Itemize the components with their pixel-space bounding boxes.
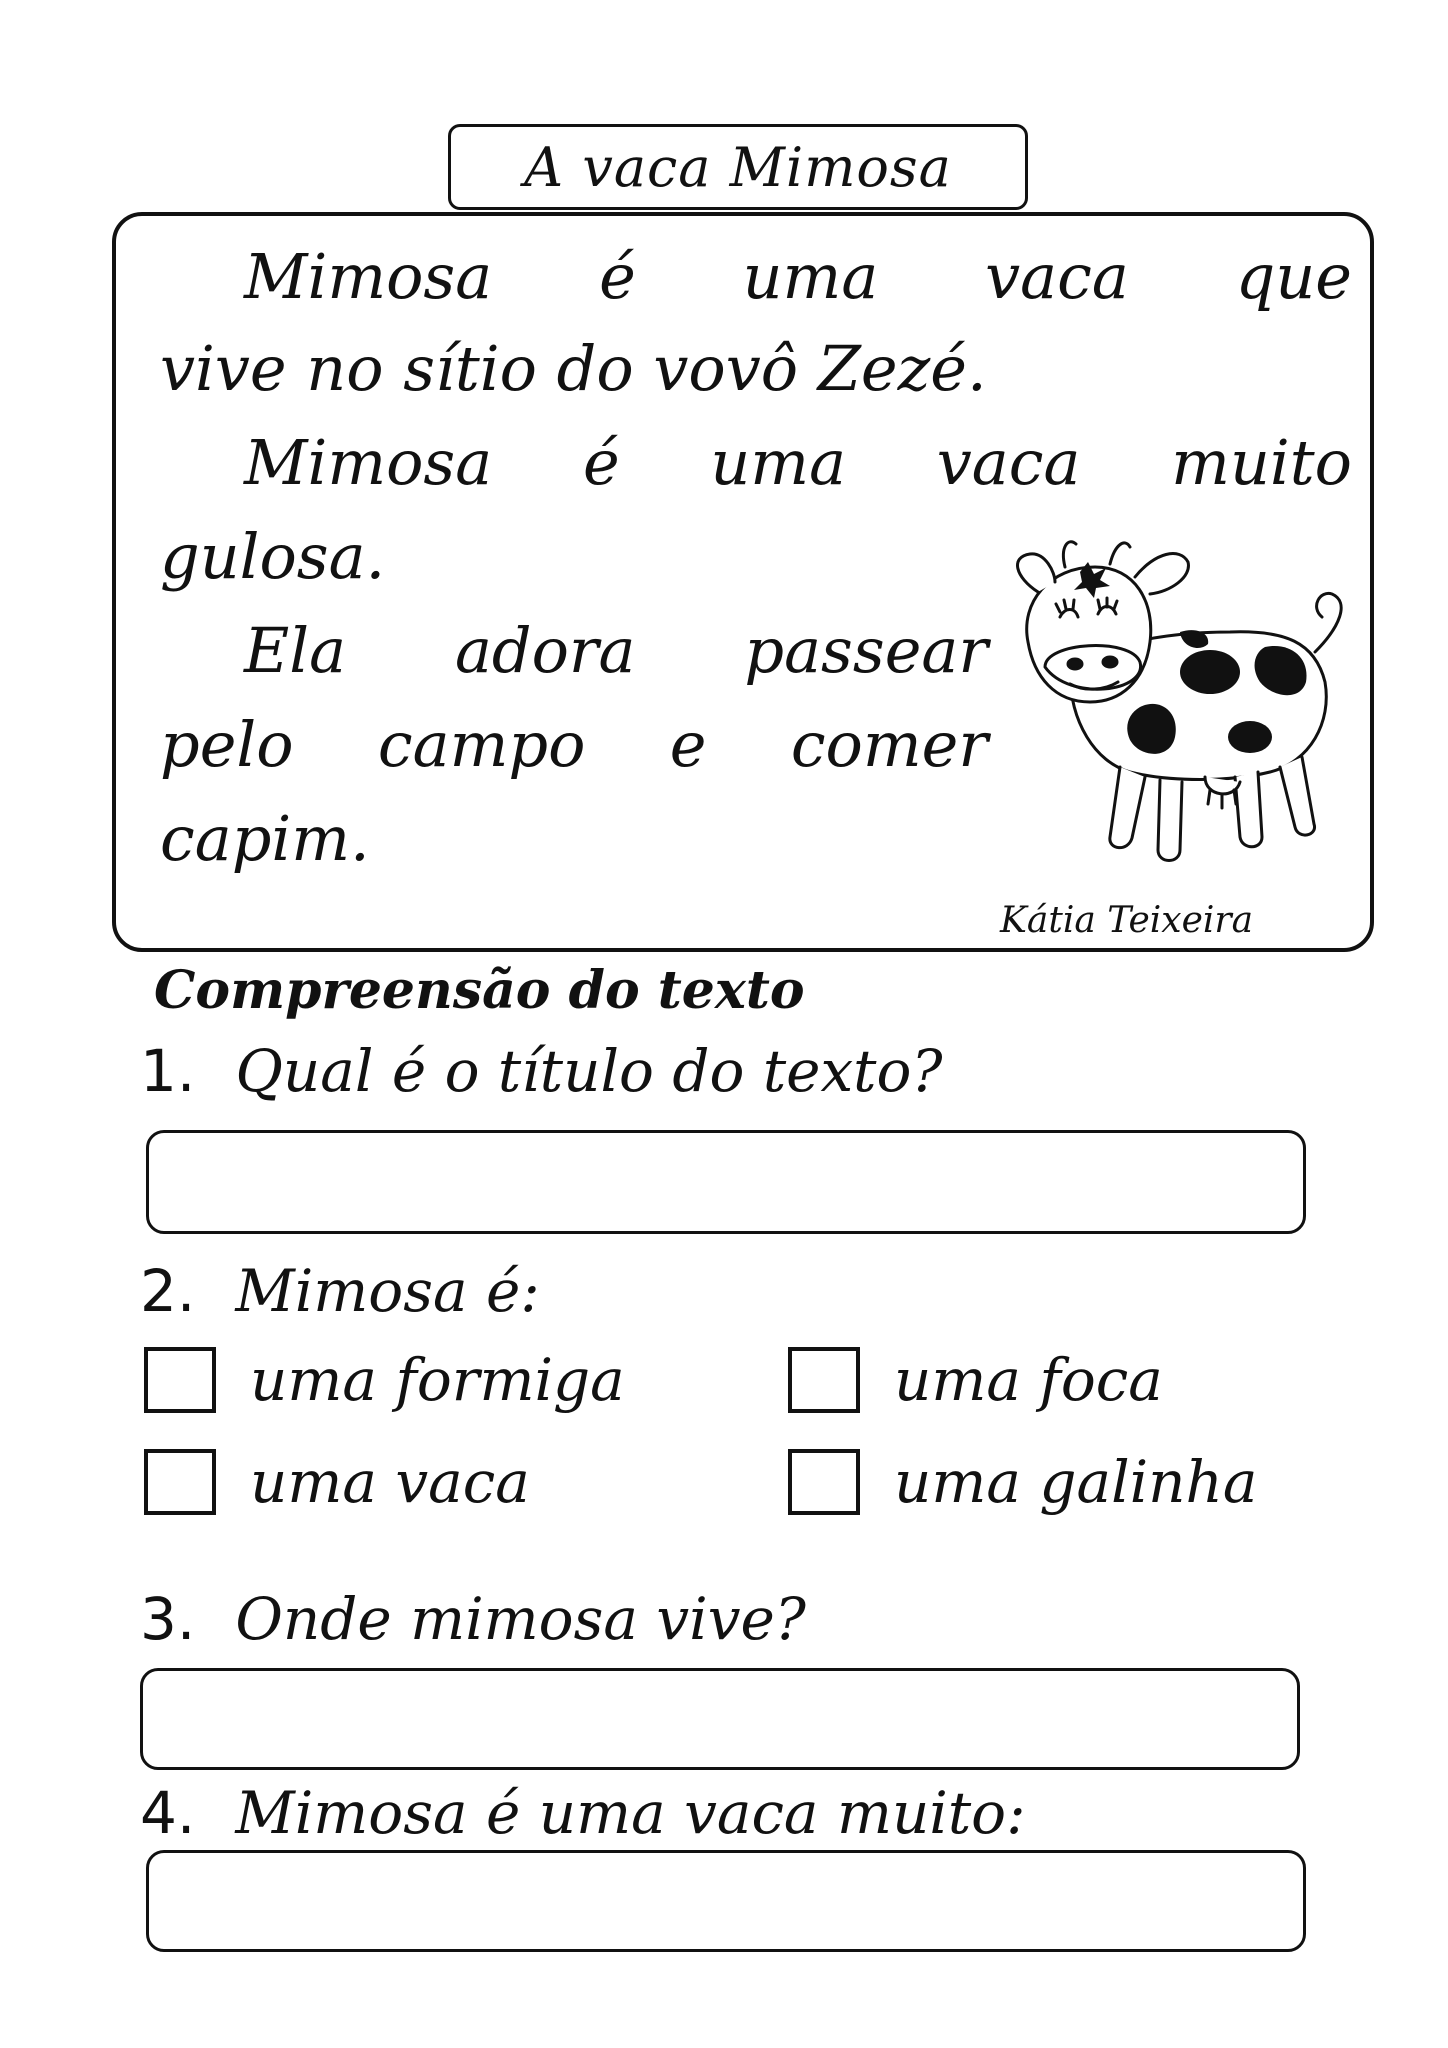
answer-field-4[interactable]: [146, 1850, 1306, 1952]
story-word: vaca: [936, 426, 1081, 499]
story-line-5: [244, 614, 988, 687]
question-number: 4.: [140, 1779, 196, 1847]
question-number: 2.: [140, 1257, 196, 1325]
option-label: uma galinha: [894, 1448, 1258, 1516]
question-text: Qual é o título do texto?: [235, 1037, 943, 1105]
worksheet-title: A vaca Mimosa: [448, 124, 1028, 210]
story-line-2: vive no sítio do vovô Zezé.: [160, 332, 987, 405]
option-uma-formiga[interactable]: [144, 1346, 625, 1414]
question-1: [140, 1037, 943, 1105]
story-line-3: [244, 426, 1352, 499]
story-line-4: gulosa.: [160, 520, 386, 593]
answer-field-1[interactable]: [146, 1130, 1306, 1234]
option-label: uma vaca: [250, 1448, 530, 1516]
story-word: é: [599, 240, 636, 313]
question-3: [140, 1585, 806, 1653]
option-uma-vaca[interactable]: [144, 1448, 530, 1516]
checkbox[interactable]: [144, 1347, 216, 1413]
story-word: Ela: [244, 614, 347, 687]
story-word: muito: [1171, 426, 1352, 499]
question-text: Onde mimosa vive?: [235, 1585, 806, 1653]
story-word: vaca: [985, 240, 1129, 313]
option-label: uma formiga: [250, 1346, 625, 1414]
question-number: 1.: [140, 1037, 196, 1105]
checkbox[interactable]: [144, 1449, 216, 1515]
story-word: que: [1235, 240, 1352, 313]
story-word: uma: [710, 426, 847, 499]
answer-field-3[interactable]: [140, 1668, 1300, 1770]
option-uma-galinha[interactable]: [788, 1448, 1257, 1516]
author-signature: Kátia Teixeira: [1000, 900, 1254, 941]
option-uma-foca[interactable]: [788, 1346, 1163, 1414]
story-line-1: [244, 240, 1352, 313]
story-word: uma: [742, 240, 879, 313]
checkbox[interactable]: [788, 1347, 860, 1413]
question-number: 3.: [140, 1585, 196, 1653]
story-word: adora: [454, 614, 636, 687]
question-2: [140, 1257, 540, 1325]
story-line-7: capim.: [160, 802, 370, 875]
story-word: e: [669, 708, 707, 781]
question-4: [140, 1779, 1026, 1847]
question-text: Mimosa é uma vaca muito:: [235, 1779, 1026, 1847]
checkbox[interactable]: [788, 1449, 860, 1515]
story-word: comer: [790, 708, 988, 781]
section-title: Compreensão do texto: [154, 960, 805, 1021]
cow-icon: [1010, 532, 1350, 872]
option-label: uma foca: [894, 1346, 1163, 1414]
story-word: Mimosa: [244, 426, 493, 499]
story-word: Mimosa: [244, 240, 493, 313]
story-word: campo: [377, 708, 586, 781]
story-word: é: [582, 426, 620, 499]
story-word: pelo: [160, 708, 294, 781]
question-text: Mimosa é:: [235, 1257, 540, 1325]
story-line-6: [160, 708, 988, 781]
story-word: passear: [744, 614, 988, 687]
